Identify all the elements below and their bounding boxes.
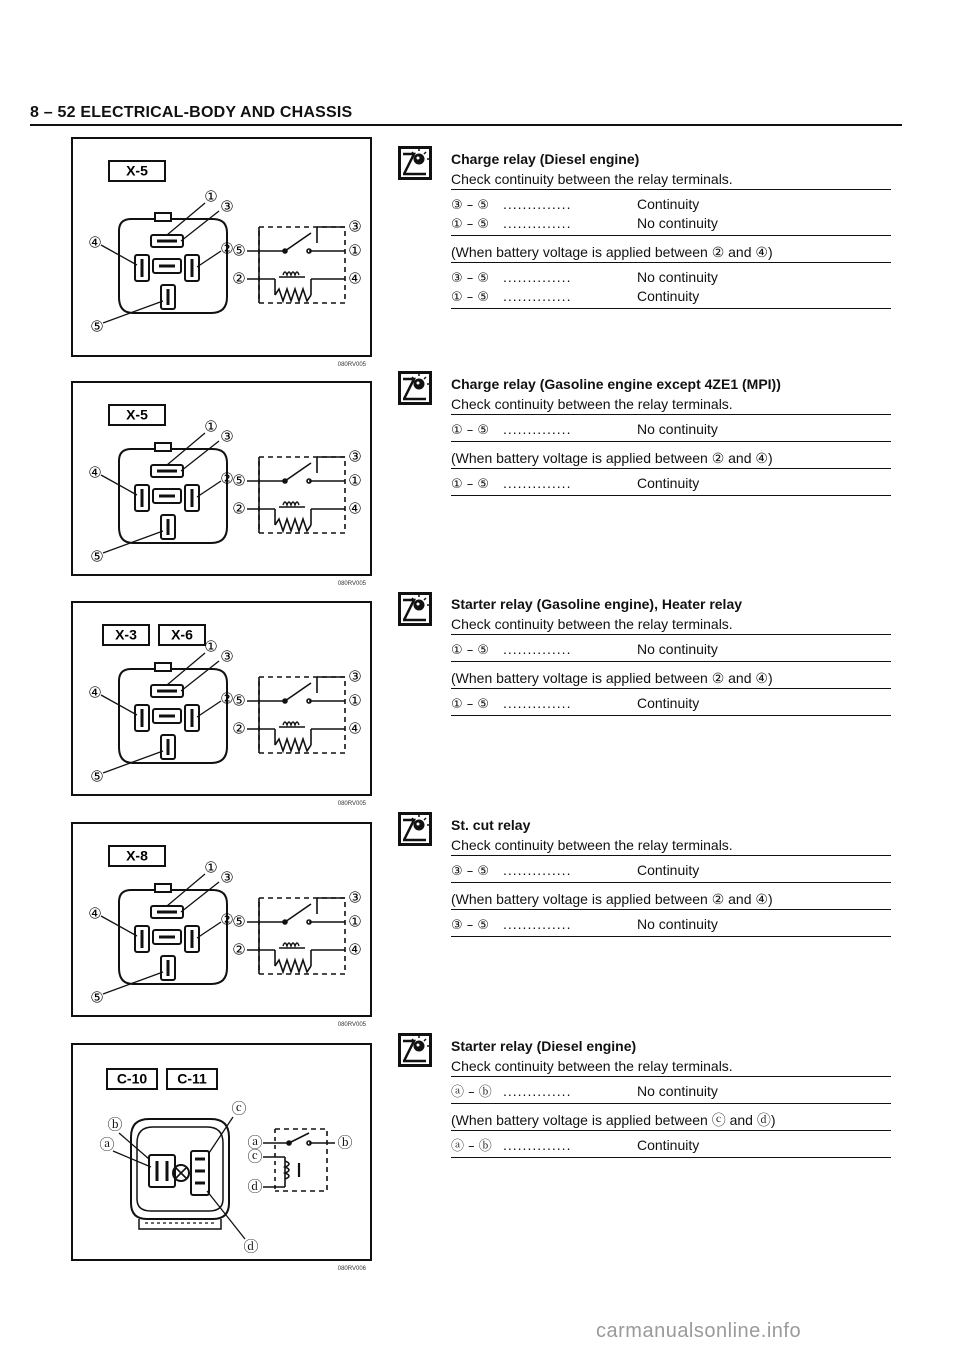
terminal-3-label: ③ xyxy=(220,868,234,887)
leader-dots: .............. xyxy=(503,1137,572,1153)
leader-dots: .............. xyxy=(503,475,572,491)
terminal-pair: ③ – ⑤ xyxy=(451,918,490,933)
schematic-terminal-5: ⑤ xyxy=(232,471,246,490)
connector-label: X-5 xyxy=(126,162,148,179)
connector-label-box xyxy=(109,405,165,425)
figure-panel xyxy=(71,381,372,587)
connector-label-box xyxy=(109,161,165,181)
figure-panel xyxy=(71,601,372,807)
relay-schematic xyxy=(247,677,345,753)
figure-code: 080RV005 xyxy=(337,581,366,587)
terminal-pair: ⓐ – ⓑ xyxy=(451,1085,492,1100)
continuity-row xyxy=(451,694,891,713)
instruction-text: Check continuity between the relay terminals. xyxy=(451,614,891,635)
schematic-terminal-4: ④ xyxy=(348,940,362,959)
connector-label-box xyxy=(109,846,165,866)
continuity-result: No continuity xyxy=(637,269,718,285)
instruction-text: Check continuity between the relay terminals. xyxy=(451,169,891,190)
test-section xyxy=(451,1036,891,1158)
relay-connector-diagram xyxy=(101,433,227,553)
no-voltage-results xyxy=(451,190,891,236)
terminal-5-label: ⑤ xyxy=(90,767,104,786)
figure-drawing xyxy=(73,824,370,1015)
voltage-applied-results xyxy=(451,910,891,937)
leader-dots: .............. xyxy=(503,288,572,304)
figure-code: 080RV006 xyxy=(337,1266,366,1272)
test-section xyxy=(451,149,891,309)
leader-dots: .............. xyxy=(503,641,572,657)
continuity-result: No continuity xyxy=(637,916,718,932)
schematic-terminal-1: ① xyxy=(348,691,362,710)
continuity-result: Continuity xyxy=(637,862,700,878)
continuity-result: Continuity xyxy=(637,196,700,212)
continuity-row xyxy=(451,214,891,233)
schematic-terminal-b: ⓑ xyxy=(337,1133,353,1152)
schematic-terminal-5: ⑤ xyxy=(232,241,246,260)
schematic-terminal-2: ② xyxy=(232,940,246,959)
terminal-5-label: ⑤ xyxy=(90,547,104,566)
schematic-terminal-2: ② xyxy=(232,719,246,738)
continuity-row xyxy=(451,1136,891,1155)
schematic-terminal-c: ⓒ xyxy=(247,1147,263,1166)
section-title: Charge relay (Diesel engine) xyxy=(451,151,640,167)
terminal-4-label: ④ xyxy=(88,463,102,482)
page-header: 8 – 52 ELECTRICAL-BODY AND CHASSIS xyxy=(30,104,353,121)
terminal-1-label: ① xyxy=(204,417,218,436)
starter-relay-connector-diagram xyxy=(113,1117,245,1239)
section-title: Starter relay (Gasoline engine), Heater relay xyxy=(451,596,743,612)
continuity-result: Continuity xyxy=(637,1137,700,1153)
connector-label-box xyxy=(159,625,205,645)
voltage-applied-results xyxy=(451,1131,891,1158)
figure-code: 080RV005 xyxy=(337,801,366,807)
schematic-terminal-2: ② xyxy=(232,269,246,288)
terminal-pair: ① – ⑤ xyxy=(451,290,490,305)
terminal-pair: ① – ⑤ xyxy=(451,217,490,232)
relay-schematic xyxy=(247,457,345,533)
schematic-terminal-5: ⑤ xyxy=(232,691,246,710)
continuity-row xyxy=(451,287,891,306)
terminal-pair: ① – ⑤ xyxy=(451,423,490,438)
test-section xyxy=(451,594,891,716)
figure-drawing xyxy=(73,1045,370,1259)
continuity-row xyxy=(451,640,891,659)
hint-lamp-icon xyxy=(398,1033,432,1067)
section-title: Starter relay (Diesel engine) xyxy=(451,1038,637,1054)
instruction-text: Check continuity between the relay terminals. xyxy=(451,835,891,856)
leader-dots: .............. xyxy=(503,421,572,437)
connector-label: X-8 xyxy=(126,847,148,864)
terminal-2-label: ② xyxy=(220,239,234,258)
figure-drawing xyxy=(73,383,370,574)
schematic-terminal-4: ④ xyxy=(348,719,362,738)
continuity-row xyxy=(451,861,891,880)
terminal-1-label: ① xyxy=(204,858,218,877)
terminal-pair: ③ – ⑤ xyxy=(451,864,490,879)
leader-dots: .............. xyxy=(503,1083,572,1099)
figure-drawing xyxy=(73,603,370,794)
continuity-row xyxy=(451,915,891,934)
terminal-2-label: ② xyxy=(220,689,234,708)
voltage-applied-results xyxy=(451,263,891,309)
terminal-3-label: ③ xyxy=(220,427,234,446)
terminal-4-label: ④ xyxy=(88,233,102,252)
schematic-terminal-4: ④ xyxy=(348,499,362,518)
figure-code: 080RV005 xyxy=(337,1022,366,1028)
continuity-result: Continuity xyxy=(637,288,700,304)
schematic-terminal-1: ① xyxy=(348,241,362,260)
leader-dots: .............. xyxy=(503,862,572,878)
continuity-result: Continuity xyxy=(637,475,700,491)
continuity-result: No continuity xyxy=(637,1083,718,1099)
schematic-terminal-5: ⑤ xyxy=(232,912,246,931)
continuity-result: No continuity xyxy=(637,215,718,231)
schematic-terminal-3: ③ xyxy=(348,447,362,466)
condition-text: (When battery voltage is applied between ② and ④) xyxy=(451,448,891,469)
condition-text: (When battery voltage is applied between ② and ④) xyxy=(451,668,891,689)
hint-lamp-icon xyxy=(398,812,432,846)
terminal-pair: ① – ⑤ xyxy=(451,643,490,658)
terminal-c-label: ⓒ xyxy=(231,1099,247,1118)
no-voltage-results xyxy=(451,415,891,442)
leader-dots: .............. xyxy=(503,269,572,285)
terminal-d-label: ⓓ xyxy=(243,1237,259,1256)
terminal-3-label: ③ xyxy=(220,197,234,216)
terminal-a-label: ⓐ xyxy=(99,1135,115,1154)
instruction-text: Check continuity between the relay terminals. xyxy=(451,1056,891,1077)
continuity-row xyxy=(451,474,891,493)
continuity-result: No continuity xyxy=(637,421,718,437)
connector-label: X-3 xyxy=(115,626,137,643)
terminal-pair: ① – ⑤ xyxy=(451,477,490,492)
continuity-row xyxy=(451,268,891,287)
terminal-5-label: ⑤ xyxy=(90,988,104,1007)
terminal-pair: ③ – ⑤ xyxy=(451,198,490,213)
hint-lamp-icon xyxy=(398,592,432,626)
schematic-terminal-4: ④ xyxy=(348,269,362,288)
relay-schematic xyxy=(247,227,345,303)
schematic-terminal-3: ③ xyxy=(348,217,362,236)
no-voltage-results xyxy=(451,1077,891,1104)
voltage-applied-results xyxy=(451,469,891,496)
hint-lamp-icon xyxy=(398,371,432,405)
leader-dots: .............. xyxy=(503,916,572,932)
test-section xyxy=(451,815,891,937)
relay-connector-diagram xyxy=(101,653,227,773)
terminal-4-label: ④ xyxy=(88,683,102,702)
figure-panel xyxy=(71,822,372,1028)
no-voltage-results xyxy=(451,635,891,662)
schematic-terminal-3: ③ xyxy=(348,667,362,686)
connector-label-box xyxy=(107,1069,157,1089)
test-section xyxy=(451,374,891,496)
schematic-terminal-1: ① xyxy=(348,471,362,490)
schematic-terminal-3: ③ xyxy=(348,888,362,907)
continuity-row xyxy=(451,420,891,439)
leader-dots: .............. xyxy=(503,695,572,711)
relay-connector-diagram xyxy=(101,874,227,994)
terminal-pair: ⓐ – ⓑ xyxy=(451,1139,492,1154)
terminal-2-label: ② xyxy=(220,910,234,929)
continuity-row xyxy=(451,1082,891,1101)
schematic-terminal-d: ⓓ xyxy=(247,1177,263,1196)
terminal-4-label: ④ xyxy=(88,904,102,923)
relay-schematic xyxy=(247,898,345,974)
continuity-result: Continuity xyxy=(637,695,700,711)
starter-relay-schematic xyxy=(263,1129,335,1191)
continuity-result: No continuity xyxy=(637,641,718,657)
schematic-terminal-1: ① xyxy=(348,912,362,931)
schematic-terminal-a: ⓐ xyxy=(247,1133,263,1152)
header-rule xyxy=(30,124,902,126)
voltage-applied-results xyxy=(451,689,891,716)
figure-panel xyxy=(71,137,372,368)
condition-text: (When battery voltage is applied between ② and ④) xyxy=(451,242,891,263)
terminal-1-label: ① xyxy=(204,637,218,656)
condition-text: (When battery voltage is applied between ⓒ and ⓓ) xyxy=(451,1110,891,1131)
section-title: Charge relay (Gasoline engine except 4ZE1 (MPI)) xyxy=(451,376,781,392)
figure-code: 080RV005 xyxy=(337,362,366,368)
connector-label: C-10 xyxy=(116,1070,148,1087)
hint-lamp-icon xyxy=(398,146,432,180)
section-title: St. cut relay xyxy=(451,817,531,833)
leader-dots: .............. xyxy=(503,215,572,231)
watermark: carmanualsonline.info xyxy=(596,1320,802,1342)
terminal-b-label: ⓑ xyxy=(107,1115,123,1134)
terminal-1-label: ① xyxy=(204,187,218,206)
connector-label: X-6 xyxy=(171,626,193,643)
instruction-text: Check continuity between the relay terminals. xyxy=(451,394,891,415)
terminal-2-label: ② xyxy=(220,469,234,488)
connector-label-box xyxy=(103,625,149,645)
terminal-pair: ① – ⑤ xyxy=(451,697,490,712)
continuity-row xyxy=(451,195,891,214)
terminal-3-label: ③ xyxy=(220,647,234,666)
terminal-pair: ③ – ⑤ xyxy=(451,271,490,286)
connector-label-box xyxy=(167,1069,217,1089)
no-voltage-results xyxy=(451,856,891,883)
connector-label: C-11 xyxy=(177,1070,207,1087)
connector-label: X-5 xyxy=(126,406,148,423)
relay-connector-diagram xyxy=(101,203,227,323)
condition-text: (When battery voltage is applied between ② and ④) xyxy=(451,889,891,910)
terminal-5-label: ⑤ xyxy=(90,317,104,336)
figure-panel xyxy=(71,1043,372,1272)
figure-drawing xyxy=(73,139,370,355)
leader-dots: .............. xyxy=(503,196,572,212)
schematic-terminal-2: ② xyxy=(232,499,246,518)
